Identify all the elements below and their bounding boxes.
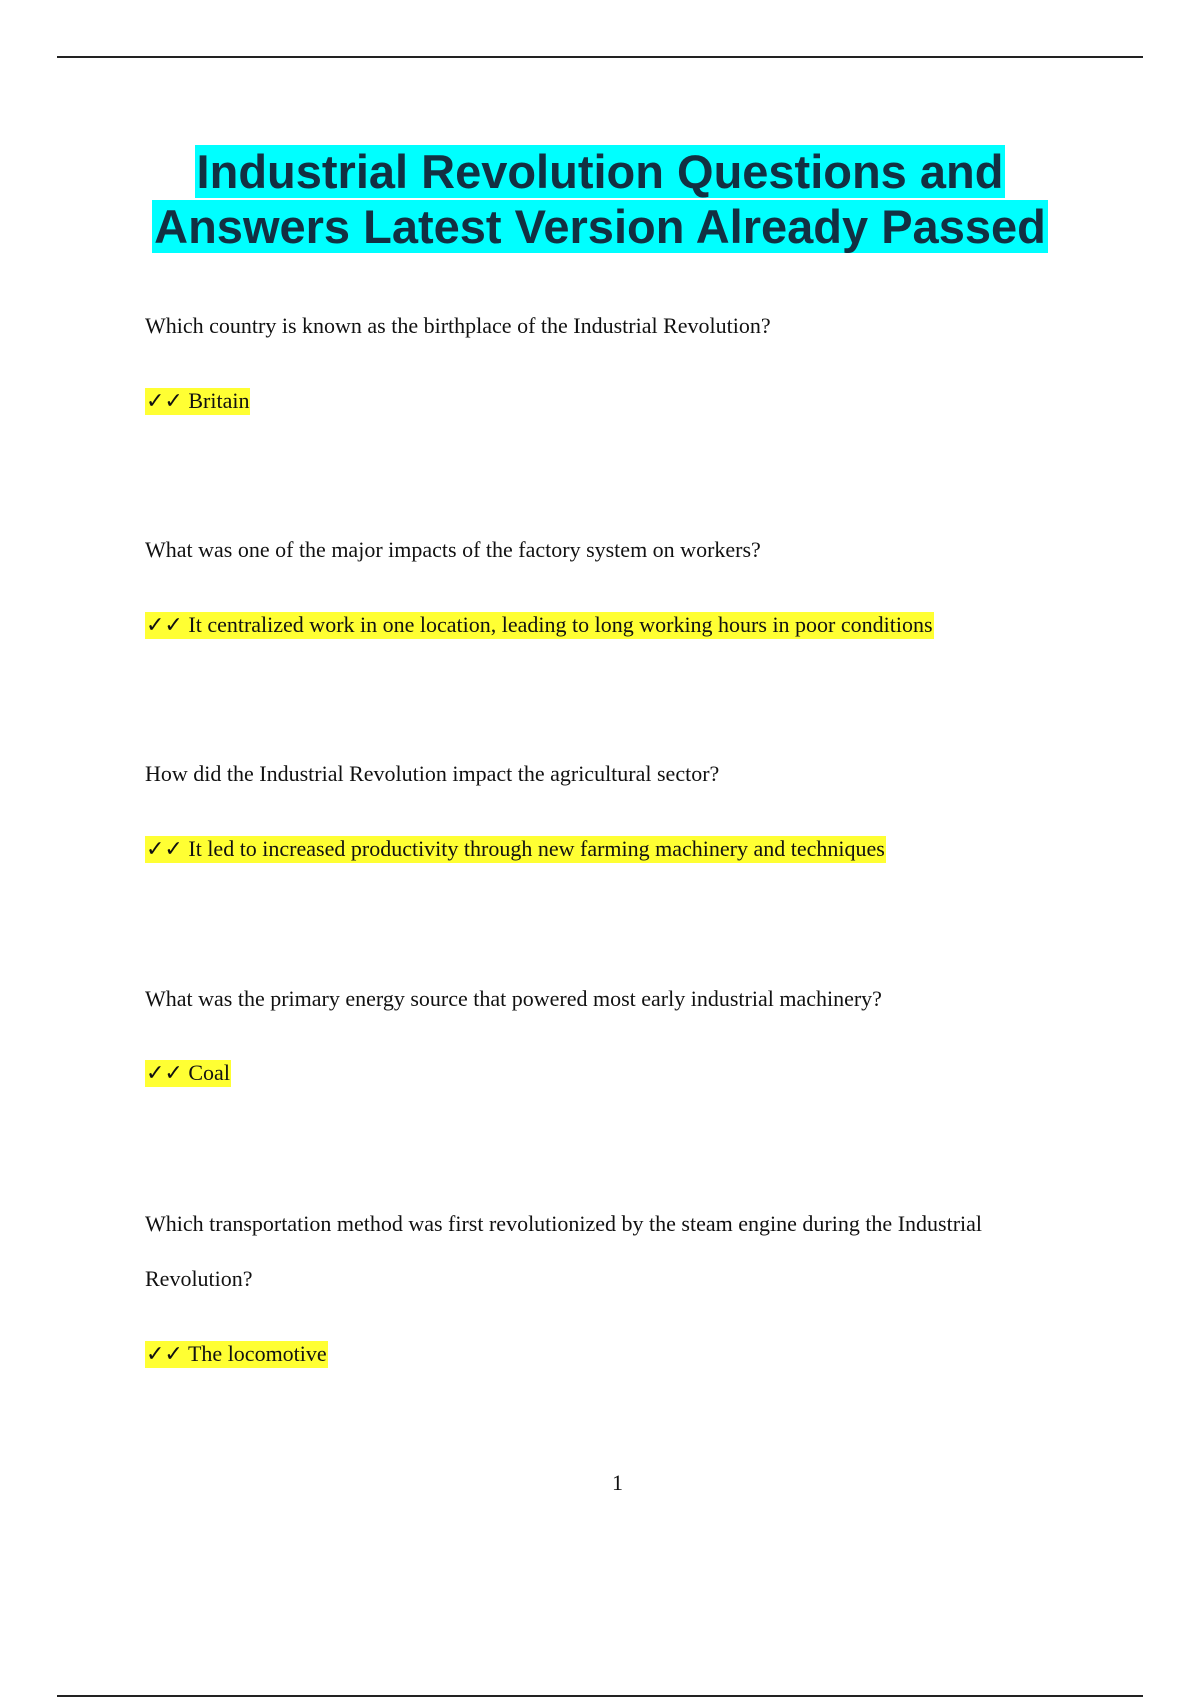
answer-text bbox=[145, 1337, 328, 1372]
question-text: Which country is known as the birthplace of the Industrial Revolution? bbox=[145, 313, 771, 338]
page-number: 1 bbox=[612, 1470, 623, 1495]
answer-value: It centralized work in one location, leading to long working hours in poor conditions bbox=[188, 612, 933, 637]
question-text: How did the Industrial Revolution impact the agricultural sector? bbox=[145, 761, 720, 786]
question-text: What was the primary energy source that powered most early industrial machinery? bbox=[145, 986, 882, 1011]
answer-text bbox=[145, 832, 886, 867]
question-text: What was one of the major impacts of the factory system on workers? bbox=[145, 537, 761, 562]
answer-text bbox=[145, 608, 934, 643]
answer-value: Britain bbox=[188, 388, 250, 413]
qa-item-2 bbox=[145, 522, 1075, 638]
double-check-icon: ✓✓ bbox=[146, 389, 183, 414]
bottom-rule bbox=[57, 1695, 1143, 1697]
title-line-2: Answers Latest Version Already Passed bbox=[154, 200, 1046, 253]
document-title bbox=[0, 144, 1200, 254]
top-rule bbox=[57, 56, 1143, 58]
double-check-icon: ✓✓ bbox=[146, 1061, 183, 1086]
answer-value: It led to increased productivity through new farming machinery and techniques bbox=[188, 836, 885, 861]
question-text bbox=[145, 1196, 1075, 1306]
answer-highlight bbox=[145, 1060, 231, 1087]
qa-item-5 bbox=[145, 1196, 1075, 1367]
double-check-icon: ✓✓ bbox=[146, 837, 183, 862]
qa-item-1 bbox=[145, 298, 1075, 414]
answer-highlight bbox=[145, 612, 934, 639]
answer-text bbox=[145, 1056, 231, 1091]
title-line-1: Industrial Revolution Questions and bbox=[196, 145, 1004, 198]
answer-highlight bbox=[145, 388, 250, 415]
answer-text bbox=[145, 384, 250, 419]
answer-highlight bbox=[145, 1341, 328, 1368]
double-check-icon: ✓✓ bbox=[146, 613, 183, 638]
double-check-icon: ✓✓ bbox=[146, 1342, 183, 1367]
question-line-2: Revolution? bbox=[145, 1266, 253, 1291]
qa-item-4 bbox=[145, 971, 1075, 1086]
question-line-1: Which transportation method was first revolutionized by the steam engine during the Industrial bbox=[145, 1211, 983, 1236]
answer-value: The locomotive bbox=[187, 1341, 327, 1366]
answer-value: Coal bbox=[188, 1060, 230, 1085]
answer-highlight bbox=[145, 836, 886, 863]
qa-item-3 bbox=[145, 746, 1075, 862]
